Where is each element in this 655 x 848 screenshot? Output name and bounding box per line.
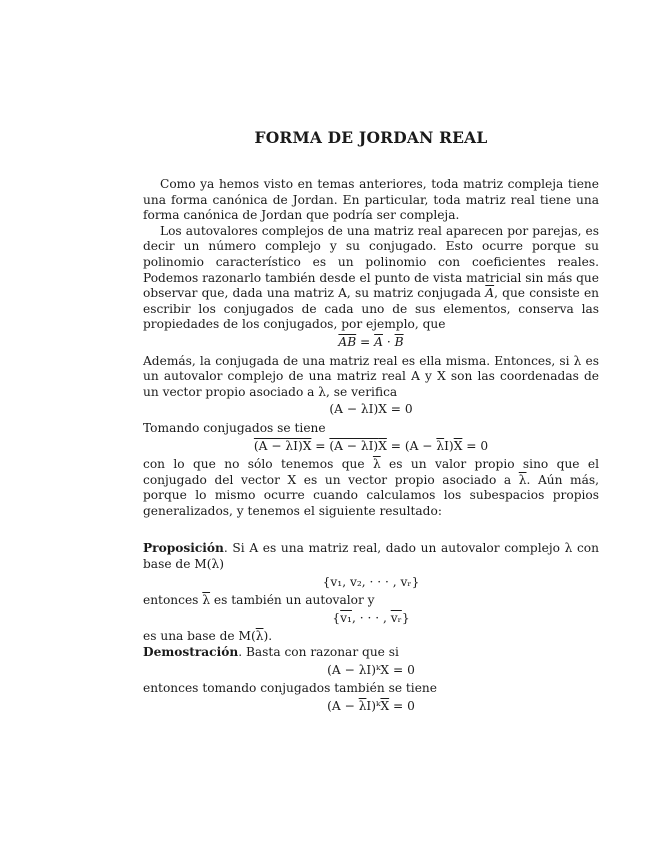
equation-basis-set: {v₁, v₂, · · · , vᵣ} [322, 574, 420, 589]
equation-conjugate-product [143, 335, 599, 351]
document-page [143, 0, 599, 848]
set2-v1: v₁ [340, 610, 352, 625]
equation-conjugate-chain [143, 439, 599, 455]
proposition-base [143, 629, 599, 645]
equation-conjugate-basis-set [143, 611, 599, 627]
paragraph-real-matrix: Además, la conjugada de una matriz real es ella misma. Entonces, si λ es un autovalor complejo de una matriz real A y X son las coordenadas de un vector propio asociado a λ, se verifica [143, 353, 599, 399]
paragraph-conjugates-text-a: Los autovalores complejos de una matriz real aparecen por parejas, es decir un número complejo y su conjugado. Esto ocurre porque su polinomio característico es un polinomio con coeficientes reales. Podemos razonarlo también desde el punto de vista matricial sin más que observar que, dada una matriz A, su matriz conjugada [143, 223, 599, 301]
document-body [143, 177, 599, 717]
paragraph-intro: Como ya hemos visto en temas anteriores, toda matriz compleja tiene una forma canónica de Jordan. En particular, toda matriz real tiene una forma canónica de Jordan que podría ser compleja. [143, 177, 599, 223]
set2-close: } [401, 610, 410, 625]
p5-text-b: es un valor propio sino que el conjugado del vector X es un vector propio asociado a [143, 457, 599, 487]
p5-text-a: con lo que no sólo tenemos que [143, 457, 373, 472]
equation-generalized-eigen: (A − λI)ᵏX = 0 [327, 662, 415, 677]
eq3-term2-x: $\overline{X}$ [378, 438, 387, 453]
prop-then-b: es también un autovalor y [210, 593, 375, 608]
set2-mid: , · · · , [351, 610, 391, 625]
prop-then-lambda: $\overline{\lambda}$ [202, 593, 211, 608]
eq1-dot: · [382, 334, 395, 349]
equation-generalized-conjugate [143, 699, 599, 715]
proof-label: Demostración [143, 645, 239, 660]
proof-then: entonces tomando conjugados también se tiene [143, 681, 437, 696]
prop-base-lambda: $\overline{\lambda}$ [255, 629, 264, 644]
page-title: FORMA DE JORDAN REAL [254, 128, 488, 147]
eq3-term1: (A − λI)X [253, 438, 312, 453]
prop-base-a: es una base de M( [143, 629, 256, 644]
eq5-c: = 0 [389, 698, 415, 713]
paragraph-conclusion [143, 457, 599, 519]
p5-lambda-1: $\overline{\lambda}$ [372, 457, 381, 472]
p5-lambda-2: $\overline{\lambda}$ [518, 472, 527, 487]
prop-base-b: ). [263, 629, 273, 644]
eq3-end: = 0 [462, 438, 489, 453]
eq5-a: (A − [327, 698, 359, 713]
section-gap [143, 519, 599, 541]
eq3-equals1: = [311, 438, 330, 453]
eq5-lambda: $\overline{\lambda}$ [358, 698, 367, 713]
set2-vr: $\overline{vᵣ}$ [390, 610, 402, 625]
eq3-term3a: (A − [404, 438, 437, 453]
p5-text-c: . Aún más, porque lo mismo ocurre cuando calculamos los subespacios propios generalizados, y tenemos el siguiente resultado: [143, 472, 599, 518]
eq5-b: I)ᵏ [366, 698, 381, 713]
eq3-term3-lambda: $\overline{\lambda}$ [436, 438, 445, 453]
proposition-text: . Si A es una matriz real, dado un autovalor complejo λ con base de M(λ) [143, 541, 599, 572]
proposition-paragraph [143, 541, 599, 572]
eq3-equals2: = [386, 438, 405, 453]
eq3-term3b: I) [444, 438, 454, 453]
paragraph-conjugates-text-b: , que consiste en escribir los conjugados de cada uno de sus elementos, conserva las propiedades de los conjugados, por ejemplo, que [143, 286, 600, 332]
eq5-x: $\overline{X}$ [380, 698, 390, 713]
equation-eigen: (A − λI)X = 0 [329, 402, 413, 417]
eq1-a: $\overline{A}$ [374, 334, 383, 349]
proof-text: . Basta con razonar que si [238, 645, 399, 660]
paragraph-conjugates [143, 224, 599, 333]
proposition-then [143, 593, 599, 609]
eq1-equals: = [356, 334, 375, 349]
prop-then-a: entonces [143, 593, 203, 608]
eq3-term2: (A − λI) [329, 438, 379, 453]
proposition-label: Proposición [143, 541, 224, 556]
eq3-term3-x: $\overline{X}$ [453, 438, 463, 453]
conjugate-matrix-symbol: $\overline{A}$ [485, 286, 495, 301]
eq1-b: $\overline{B}$ [394, 334, 404, 349]
paragraph-taking-conjugates: Tomando conjugados se tiene [143, 420, 326, 435]
proof-paragraph [143, 645, 599, 661]
set2-open: { [332, 610, 341, 625]
eq1-lhs: $\overline{AB}$ [338, 334, 357, 349]
